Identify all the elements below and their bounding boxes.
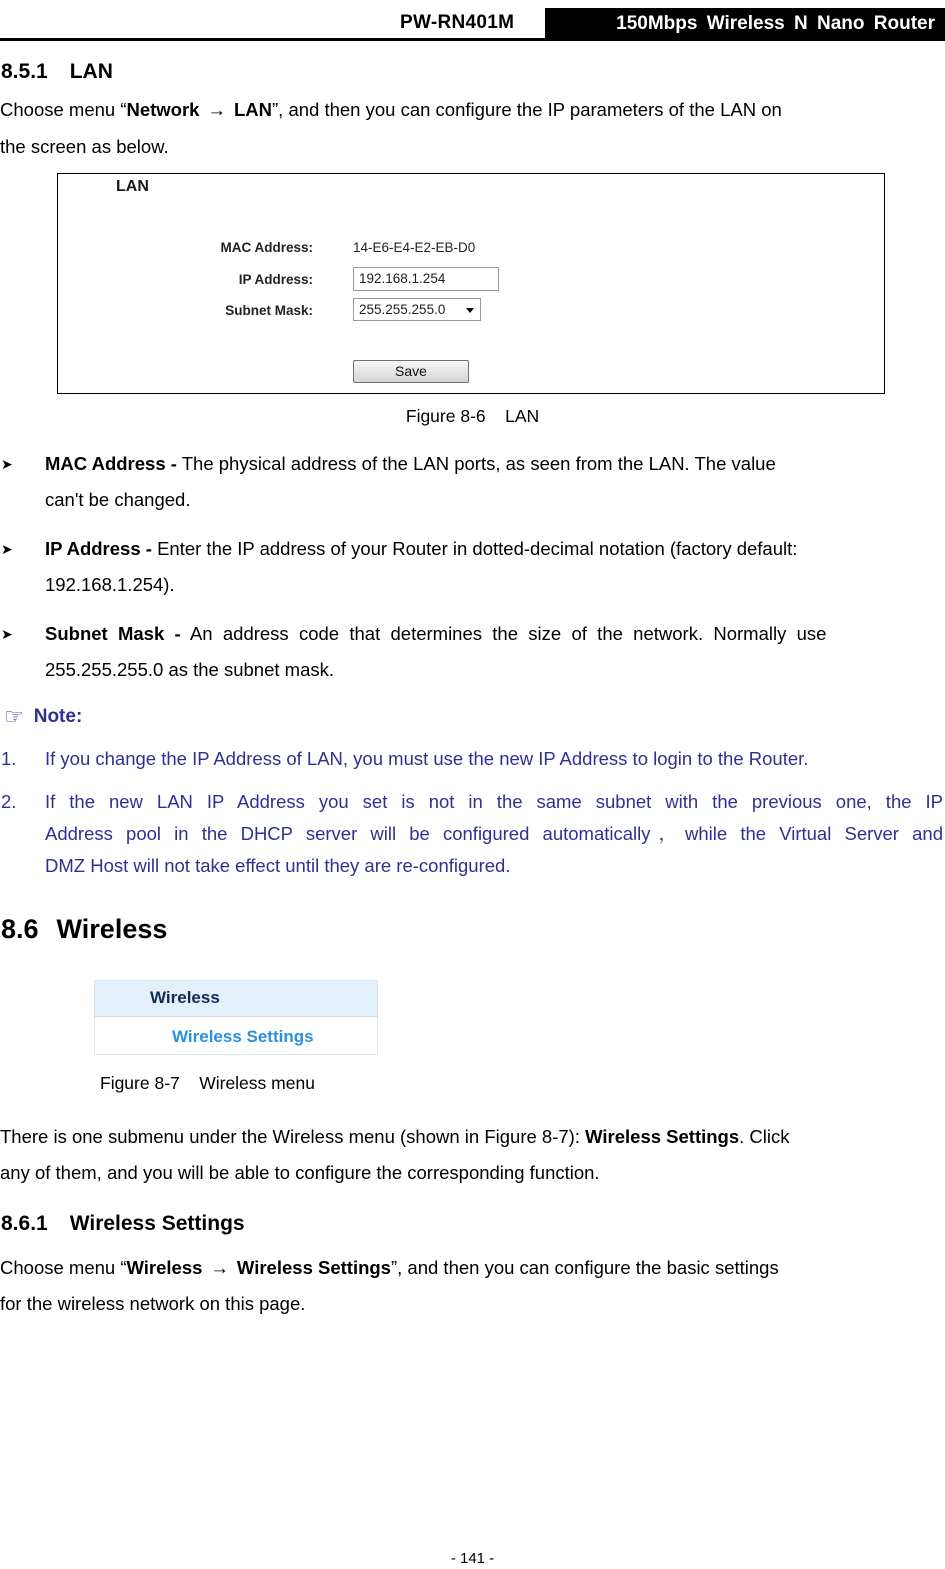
bullet-term: MAC Address - — [45, 453, 177, 474]
lan-settings-figure — [57, 173, 885, 394]
mac-address-value: 14-E6-E4-E2-EB-D0 — [353, 240, 476, 255]
wireless-settings-intro-line2: for the wireless network on this page. — [0, 1293, 306, 1314]
intro-suffix: ”, and then you can configure the IP parameters of the LAN on — [272, 99, 782, 120]
header-rule — [0, 38, 945, 41]
paragraph-suffix: . Click — [739, 1126, 790, 1147]
figure-caption-wireless-menu: Figure 8-7 Wireless menu — [100, 1073, 315, 1093]
figure-caption-lan: Figure 8-6 LAN — [405, 406, 540, 426]
arrow-icon: → — [210, 1257, 229, 1278]
bullet-arrow-icon: ➤ — [1, 541, 13, 557]
subnet-mask-label: Subnet Mask: — [225, 303, 313, 318]
bullet-line1: The physical address of the LAN ports, as seen from the LAN. The value — [176, 453, 776, 474]
intro-menu-network: Network — [126, 99, 200, 120]
wireless-paragraph-line1 — [0, 1119, 943, 1155]
wireless-menu-figure — [94, 980, 378, 1055]
bullet-arrow-icon: ➤ — [1, 456, 13, 472]
heading-title: LAN — [69, 60, 113, 83]
intro-suffix: ”, and then you can configure the basic settings — [390, 1257, 779, 1278]
menu-item-wireless[interactable] — [95, 981, 377, 1017]
section-heading-wireless-settings — [1, 1212, 245, 1236]
subnet-mask-select[interactable] — [353, 298, 481, 321]
heading-number: 8.5.1 — [1, 60, 48, 83]
lan-intro-line2: the screen as below. — [0, 136, 169, 157]
page-header — [0, 0, 945, 40]
heading-number: 8.6 — [1, 914, 39, 944]
bullet-line2: can't be changed. — [45, 489, 191, 510]
paragraph-text: There is one submenu under the Wireless menu (shown in Figure 8-7): — [0, 1126, 586, 1147]
dropdown-arrow-icon — [466, 308, 474, 313]
bullet-line2: 192.168.1.254). — [45, 574, 175, 595]
menu-title: Wireless — [150, 988, 220, 1007]
bullet-text — [45, 446, 943, 518]
note-number: 2. — [1, 791, 17, 812]
heading-number: 8.6.1 — [1, 1212, 48, 1235]
heading-title: Wireless Settings — [69, 1212, 245, 1235]
note-number: 1. — [1, 748, 17, 769]
note-text — [45, 786, 943, 882]
ip-address-input[interactable]: 192.168.1.254 — [353, 267, 499, 291]
header-model: PW-RN401M — [400, 12, 515, 33]
note-heading — [4, 704, 82, 730]
figure-title: LAN — [116, 178, 149, 195]
bullet-arrow-icon: ➤ — [1, 626, 13, 642]
paragraph-bold: Wireless Settings — [585, 1126, 740, 1147]
lan-intro-line1 — [0, 92, 943, 128]
bullet-term: Subnet Mask - — [45, 623, 181, 644]
mac-address-label: MAC Address: — [220, 240, 313, 255]
note-line3: DMZ Host will not take effect until they are re-configured. — [45, 855, 511, 876]
section-heading-wireless — [1, 914, 167, 945]
save-button[interactable]: Save — [353, 360, 469, 383]
intro-menu-wireless: Wireless — [126, 1257, 203, 1278]
note-title: Note: — [33, 706, 83, 727]
page-number: - 141 - — [450, 1550, 495, 1567]
note-line1: If the new LAN IP Address you set is not in the same subnet with the previous one, the IP — [45, 791, 943, 812]
wireless-paragraph-line2: any of them, and you will be able to configure the corresponding function. — [0, 1162, 600, 1183]
bullet-term: IP Address - — [45, 538, 152, 559]
intro-prefix: Choose menu “ — [0, 1257, 127, 1278]
header-product: 150Mbps Wireless N Nano Router — [545, 8, 945, 38]
intro-prefix: Choose menu “ — [0, 99, 127, 120]
arrow-icon: → — [207, 99, 226, 120]
note-line2: Address pool in the DHCP server will be configured automatically，while the Virtual Server and — [45, 823, 943, 844]
intro-menu-lan: LAN — [233, 99, 273, 120]
bullet-line1: An address code that determines the size of the network. Normally use — [180, 623, 827, 644]
submenu-item-wireless-settings[interactable]: Wireless Settings — [172, 1027, 314, 1046]
bullet-text — [45, 531, 943, 603]
ip-address-label: IP Address: — [238, 272, 313, 287]
bullet-text — [45, 616, 943, 688]
wireless-settings-intro-line1 — [0, 1250, 943, 1286]
bullet-line2: 255.255.255.0 as the subnet mask. — [45, 659, 335, 680]
note-text: If you change the IP Address of LAN, you must use the new IP Address to login to the Router. — [45, 748, 809, 769]
section-heading-lan — [1, 60, 113, 84]
bullet-line1: Enter the IP address of your Router in dotted-decimal notation (factory default: — [151, 538, 798, 559]
intro-menu-wireless-settings: Wireless Settings — [236, 1257, 391, 1278]
pointing-hand-icon: ☞ — [4, 704, 24, 729]
heading-title: Wireless — [56, 914, 168, 944]
subnet-mask-value: 255.255.255.0 — [359, 302, 446, 317]
